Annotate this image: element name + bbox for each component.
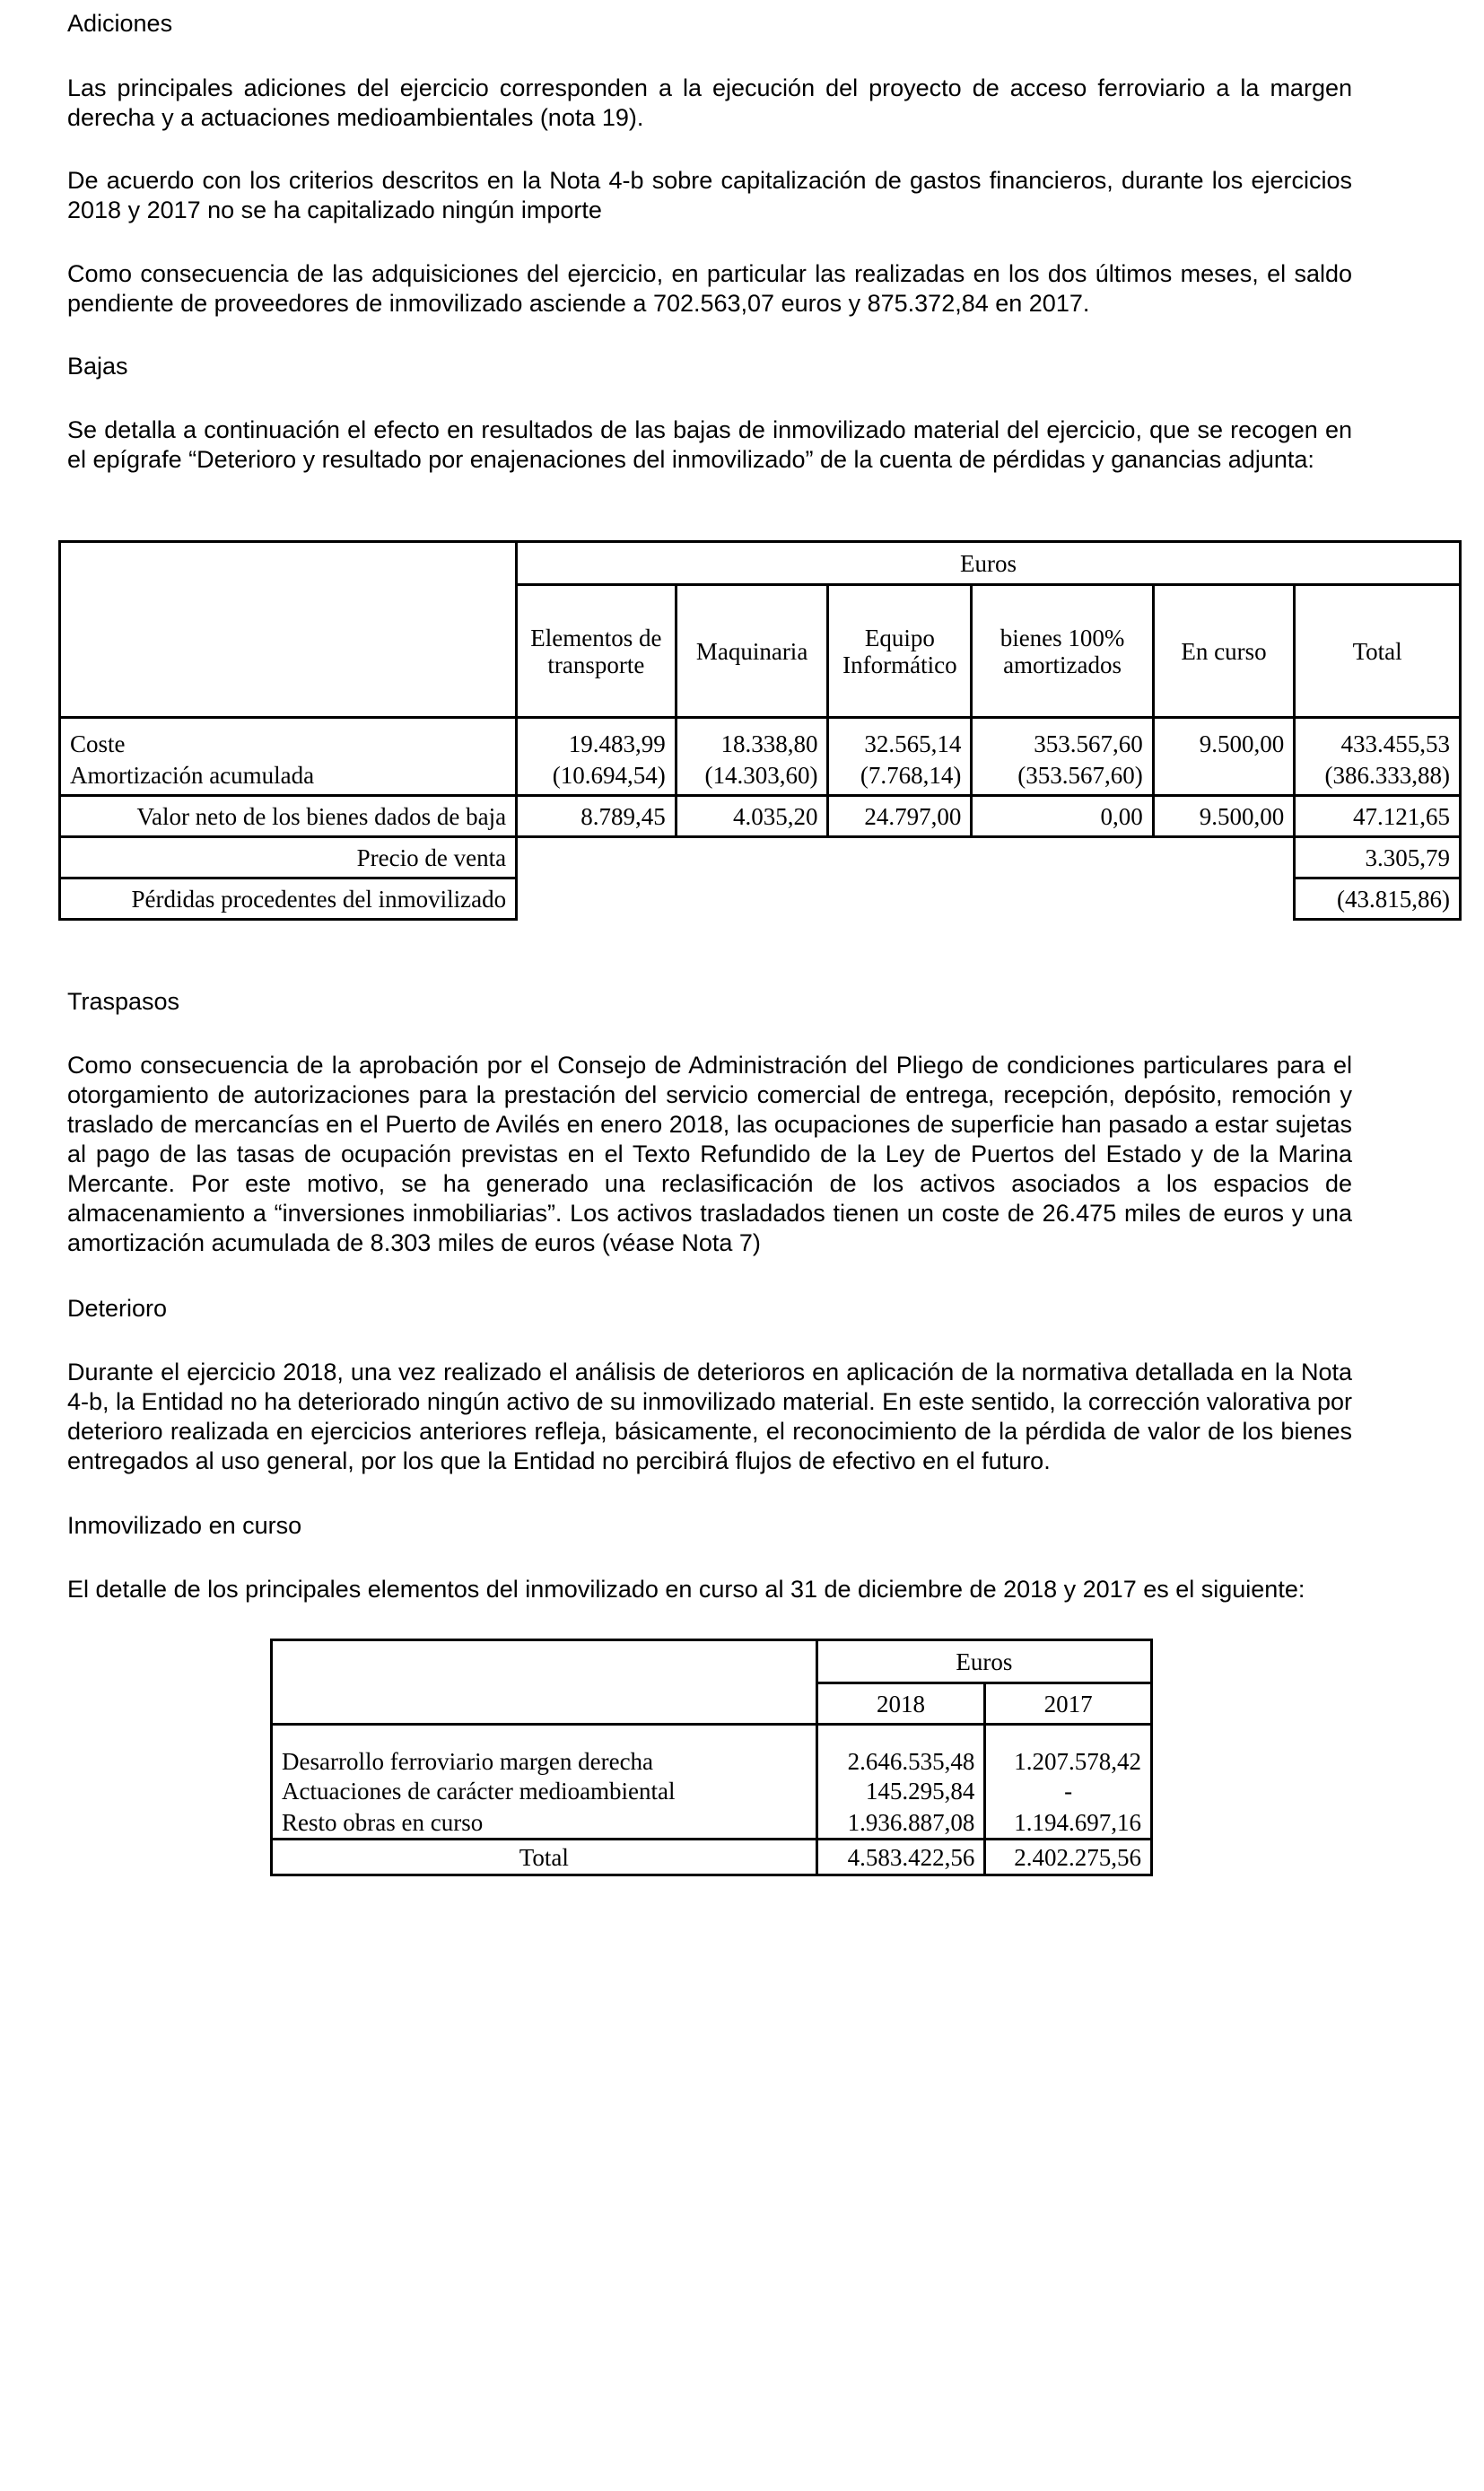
- row-label-amortizacion: Amortización acumulada: [60, 757, 517, 796]
- cell-value: 19.483,99: [517, 718, 677, 757]
- bajas-col-header: Maquinaria: [676, 585, 828, 718]
- cell-value: 433.455,53: [1295, 718, 1461, 757]
- table-row: [272, 1725, 1152, 1775]
- row-label: Desarrollo ferroviario margen derecha: [272, 1725, 817, 1775]
- cell-value: (353.567,60): [972, 757, 1153, 796]
- bajas-col-header: Equipo Informático: [828, 585, 972, 718]
- table-row: [272, 1775, 1152, 1807]
- cell-value: 9.500,00: [1153, 796, 1294, 837]
- row-label-total: Total: [272, 1840, 817, 1875]
- curso-year-header: 2017: [985, 1683, 1152, 1725]
- adiciones-paragraph-3: Como consecuencia de las adquisiciones del ejercicio, en particular las realizadas en los dos últimos meses, el saldo pendiente de proveedores de inmovilizado asciende a 702.563,07 euros y 875.372,84 en 2017.: [67, 260, 1352, 317]
- cell-value: 3.305,79: [1295, 837, 1461, 878]
- cell-value: 353.567,60: [972, 718, 1153, 757]
- cell-value: 4.035,20: [676, 796, 828, 837]
- cell-value: 2.402.275,56: [985, 1840, 1152, 1875]
- cell-value: 145.295,84: [816, 1775, 985, 1807]
- bajas-table: [58, 540, 1462, 921]
- curso-year-header: 2018: [816, 1683, 985, 1725]
- table-row: [60, 718, 1461, 757]
- row-label-precio-venta: Precio de venta: [60, 837, 517, 878]
- heading-bajas: Bajas: [67, 353, 128, 380]
- curso-paragraph-1: El detalle de los principales elementos del inmovilizado en curso al 31 de diciembre de 2018 y 2017 es el siguiente:: [67, 1576, 1305, 1603]
- bajas-col-header: Elementos de transporte: [517, 585, 677, 718]
- cell-value: 1.936.887,08: [816, 1807, 985, 1840]
- cell-value: (14.303,60): [676, 757, 828, 796]
- table-row: [272, 1807, 1152, 1840]
- heading-traspasos: Traspasos: [67, 988, 180, 1015]
- row-label-valor-neto: Valor neto de los bienes dados de baja: [60, 796, 517, 837]
- cell-value: [1153, 757, 1294, 796]
- cell-value: 9.500,00: [1153, 718, 1294, 757]
- adiciones-paragraph-1: Las principales adiciones del ejercicio corresponden a la ejecución del proyecto de acceso ferroviario a la margen derecha y a actuaciones medioambientales (nota 19).: [67, 74, 1352, 131]
- curso-header-empty: [272, 1640, 817, 1725]
- bajas-group-header: Euros: [517, 542, 1461, 585]
- bajas-paragraph-1: Se detalla a continuación el efecto en resultados de las bajas de inmovilizado material del ejercicio, que se recogen en el epígrafe “Deterioro y resultado por enajenaciones del inmovilizado” de la cuenta de pérdidas y ganancias adjunta:: [67, 416, 1352, 473]
- traspasos-paragraph-1: Como consecuencia de la aprobación por el Consejo de Administración del Pliego de condiciones particulares para el otorgamiento de autorizaciones para la prestación del servicio comercial de entrega, recepción, depósito, remoción y traslado de mercancías en el Puerto de Avilés en enero 2018, las ocupaciones de superficie han pasado a estar sujetas al pago de las tasas de ocupación previstas en el Texto Refundido de la Ley de Puertos del Estado y de la Marina Mercante. Por este motivo, se ha generado una reclasificación de los activos asociados a los espacios de almacenamiento a “inversiones inmobiliarias”. Los activos trasladados tienen un coste de 26.475 miles de euros y una amortización acumulada de 8.303 miles de euros (véase Nota 7): [67, 1052, 1352, 1256]
- empty-cells: [517, 878, 1295, 920]
- deterioro-paragraph-1: Durante el ejercicio 2018, una vez realizado el análisis de deterioros en aplicación de la normativa detallada en la Nota 4-b, la Entidad no ha deteriorado ningún activo de su inmovilizado material. En este sentido, la corrección valorativa por deterioro realizada en ejercicios anteriores refleja, básicamente, el reconocimiento de la pérdida de valor de los bienes entregados al uso general, por los que la Entidad no percibirá flujos de efectivo en el futuro.: [67, 1359, 1352, 1474]
- bajas-header-empty: [60, 542, 517, 718]
- cell-value: (43.815,86): [1295, 878, 1461, 920]
- empty-cells: [517, 837, 1295, 878]
- cell-value: 0,00: [972, 796, 1153, 837]
- bajas-col-header: bienes 100% amortizados: [972, 585, 1153, 718]
- cell-value: (10.694,54): [517, 757, 677, 796]
- row-label-perdidas: Pérdidas procedentes del inmovilizado: [60, 878, 517, 920]
- table-row: [60, 796, 1461, 837]
- curso-group-header: Euros: [816, 1640, 1151, 1683]
- cell-value: 24.797,00: [828, 796, 972, 837]
- heading-inmovilizado-en-curso: Inmovilizado en curso: [67, 1512, 302, 1539]
- curso-table: [270, 1639, 1153, 1876]
- cell-value: 1.194.697,16: [985, 1807, 1152, 1840]
- cell-value: -: [985, 1775, 1152, 1807]
- cell-value: 1.207.578,42: [985, 1725, 1152, 1775]
- bajas-col-header: Total: [1295, 585, 1461, 718]
- heading-deterioro: Deterioro: [67, 1295, 168, 1322]
- bajas-col-header: En curso: [1153, 585, 1294, 718]
- adiciones-paragraph-2: De acuerdo con los criterios descritos en la Nota 4-b sobre capitalización de gastos financieros, durante los ejercicios 2018 y 2017 no se ha capitalizado ningún importe: [67, 167, 1352, 223]
- cell-value: 2.646.535,48: [816, 1725, 985, 1775]
- heading-adiciones: Adiciones: [67, 10, 173, 37]
- row-label-coste: Coste: [60, 718, 517, 757]
- cell-value: (7.768,14): [828, 757, 972, 796]
- row-label: Actuaciones de carácter medioambiental: [272, 1775, 817, 1807]
- cell-value: (386.333,88): [1295, 757, 1461, 796]
- cell-value: 4.583.422,56: [816, 1840, 985, 1875]
- cell-value: 32.565,14: [828, 718, 972, 757]
- table-row: [60, 757, 1461, 796]
- table-row: [60, 837, 1461, 878]
- cell-value: 47.121,65: [1295, 796, 1461, 837]
- row-label: Resto obras en curso: [272, 1807, 817, 1840]
- table-row: [60, 878, 1461, 920]
- table-row-total: [272, 1840, 1152, 1875]
- cell-value: 18.338,80: [676, 718, 828, 757]
- cell-value: 8.789,45: [517, 796, 677, 837]
